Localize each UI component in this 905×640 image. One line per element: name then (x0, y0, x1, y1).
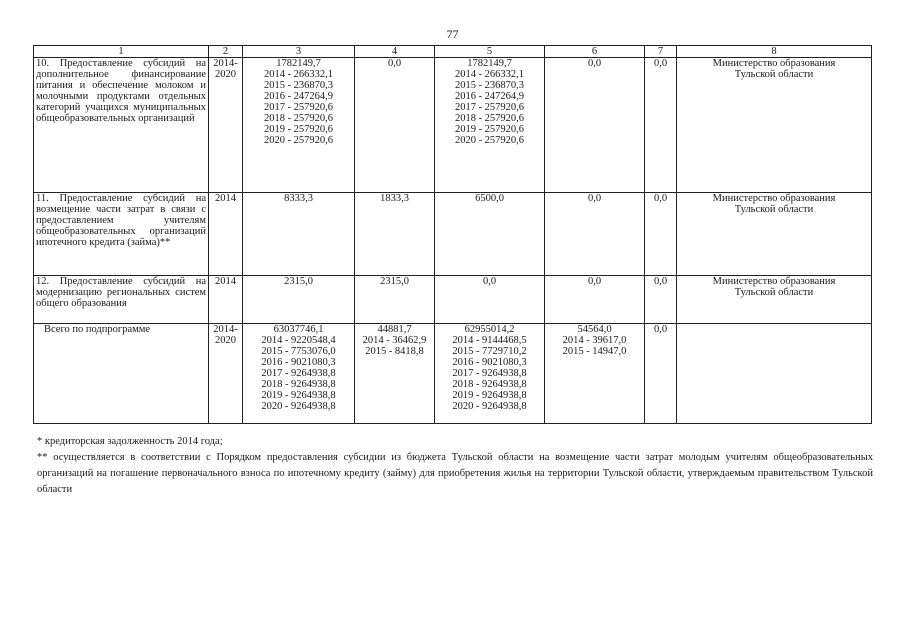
col4-cell (355, 58, 435, 193)
value-line: 2015 - 236870,3 (454, 80, 525, 91)
value-line: 2017 - 257920,6 (454, 102, 525, 113)
period-line: 2020 (215, 335, 236, 346)
executor-line: Тульской области (734, 287, 814, 298)
value-line: 2014 - 39617,0 (562, 335, 627, 346)
value-line: 54564,0 (577, 324, 612, 335)
period-line: 2014- (213, 324, 238, 335)
value-line: 2315,0 (380, 276, 409, 287)
column-header-4: 4 (355, 46, 435, 58)
measure-name: 10. Предоставление субсидий на дополнительное финансирование питания и обеспечение молоком и молочными продуктами отдельных категорий учащихся муниципальных общеобразовательных организаций (34, 58, 209, 193)
value-line: 2014 - 9144468,5 (452, 335, 527, 346)
column-header-5: 5 (435, 46, 545, 58)
value-line: 2014 - 9220548,4 (261, 335, 336, 346)
executor-line: Министерство образования (712, 276, 836, 287)
value-line: 2016 - 247264,9 (454, 91, 525, 102)
value-line: 2019 - 257920,6 (454, 124, 525, 135)
executor-line: Министерство образования (712, 193, 836, 204)
col6-cell (545, 324, 645, 424)
total-funding-cell (243, 324, 355, 424)
value-line: 2017 - 9264938,8 (452, 368, 527, 379)
value-line: 2015 - 8418,8 (365, 346, 424, 357)
value-line: 1782149,7 (276, 58, 321, 69)
col7-cell: 0,0 (645, 324, 677, 424)
column-header-8: 8 (677, 46, 872, 58)
period-line: 2014 (215, 276, 236, 287)
page-number: 77 (446, 27, 459, 41)
value-line: 0,0 (387, 58, 402, 69)
measure-name: 11. Предоставление субсидий на возмещение части затрат в связи с предоставлением учителям общеобразовательных организаций ипотечного кредита (займа)** (34, 193, 209, 276)
col6-cell (545, 276, 645, 324)
value-line: 2014 - 266332,1 (454, 69, 525, 80)
column-header-6: 6 (545, 46, 645, 58)
footnotes (37, 434, 873, 498)
col7-cell: 0,0 (645, 58, 677, 193)
col4-cell (355, 193, 435, 276)
value-line: 0,0 (482, 276, 497, 287)
period-cell (209, 324, 243, 424)
value-line: 2014 - 36462,9 (362, 335, 427, 346)
value-line: 2315,0 (284, 276, 313, 287)
value-line: 0,0 (587, 193, 602, 204)
col4-cell (355, 276, 435, 324)
col5-cell (435, 276, 545, 324)
value-line: 0,0 (587, 58, 602, 69)
value-line: 2015 - 7753076,0 (261, 346, 336, 357)
col5-cell (435, 324, 545, 424)
executor-cell (677, 193, 872, 276)
executor-line: Тульской области (734, 69, 814, 80)
col7-cell: 0,0 (645, 276, 677, 324)
value-line: 2018 - 257920,6 (263, 113, 334, 124)
value-line: 2014 - 266332,1 (263, 69, 334, 80)
table-row (34, 276, 872, 324)
total-funding-cell (243, 276, 355, 324)
value-line: 2015 - 14947,0 (562, 346, 627, 357)
footnote-1: * кредиторская задолженность 2014 года; (37, 436, 223, 447)
column-header-1: 1 (34, 46, 209, 58)
period-cell (209, 276, 243, 324)
col6-cell (545, 58, 645, 193)
value-line: 2018 - 257920,6 (454, 113, 525, 124)
value-line: 2017 - 257920,6 (263, 102, 334, 113)
total-funding-cell (243, 193, 355, 276)
executor-line: Тульской области (734, 204, 814, 215)
col5-cell (435, 193, 545, 276)
executor-cell (677, 324, 872, 424)
value-line: 2019 - 9264938,8 (261, 390, 336, 401)
column-header-7: 7 (645, 46, 677, 58)
subprogram-table (33, 45, 872, 424)
value-line: 2015 - 7729710,2 (452, 346, 527, 357)
table-row (34, 58, 872, 193)
col5-cell (435, 58, 545, 193)
total-label: Всего по подпрограмме (34, 324, 209, 424)
value-line: 62955014,2 (464, 324, 515, 335)
value-line: 8333,3 (284, 193, 313, 204)
period-cell (209, 193, 243, 276)
table-row (34, 193, 872, 276)
executor-cell (677, 58, 872, 193)
value-line: 1833,3 (380, 193, 409, 204)
value-line: 2017 - 9264938,8 (261, 368, 336, 379)
value-line: 6500,0 (475, 193, 504, 204)
column-header-2: 2 (209, 46, 243, 58)
total-funding-cell (243, 58, 355, 193)
header-row (34, 46, 872, 58)
value-line: 2015 - 236870,3 (263, 80, 334, 91)
value-line: 2018 - 9264938,8 (452, 379, 527, 390)
total-row (34, 324, 872, 424)
period-line: 2014- (213, 58, 238, 69)
value-line: 2019 - 257920,6 (263, 124, 334, 135)
period-line: 2014 (215, 193, 236, 204)
column-header-3: 3 (243, 46, 355, 58)
footnote-2: ** осуществляется в соответствии с Порядком предоставления субсидии из бюджета Тульской области на возмещение части затрат молодым учителям общеобразовательных организаций на погашение первоначального взноса по ипотечному кредиту (займу) для приобретения жилья на территории Тульской области, утверждаемым правительством Тульской области (37, 452, 873, 495)
executor-cell (677, 276, 872, 324)
value-line: 2019 - 9264938,8 (452, 390, 527, 401)
period-line: 2020 (215, 69, 236, 80)
measure-name: 12. Предоставление субсидий на модернизацию региональных систем общего образования (34, 276, 209, 324)
value-line: 2016 - 247264,9 (263, 91, 334, 102)
col4-cell (355, 324, 435, 424)
value-line: 1782149,7 (467, 58, 512, 69)
value-line: 63037746,1 (273, 324, 324, 335)
value-line: 2020 - 9264938,8 (261, 401, 336, 412)
value-line: 2020 - 257920,6 (454, 135, 525, 146)
col7-cell: 0,0 (645, 193, 677, 276)
value-line: 2018 - 9264938,8 (261, 379, 336, 390)
value-line: 2016 - 9021080,3 (261, 357, 336, 368)
executor-line: Министерство образования (712, 58, 836, 69)
value-line: 2020 - 9264938,8 (452, 401, 527, 412)
period-cell (209, 58, 243, 193)
col6-cell (545, 193, 645, 276)
value-line: 2020 - 257920,6 (263, 135, 334, 146)
value-line: 0,0 (587, 276, 602, 287)
value-line: 44881,7 (377, 324, 412, 335)
value-line: 2016 - 9021080,3 (452, 357, 527, 368)
